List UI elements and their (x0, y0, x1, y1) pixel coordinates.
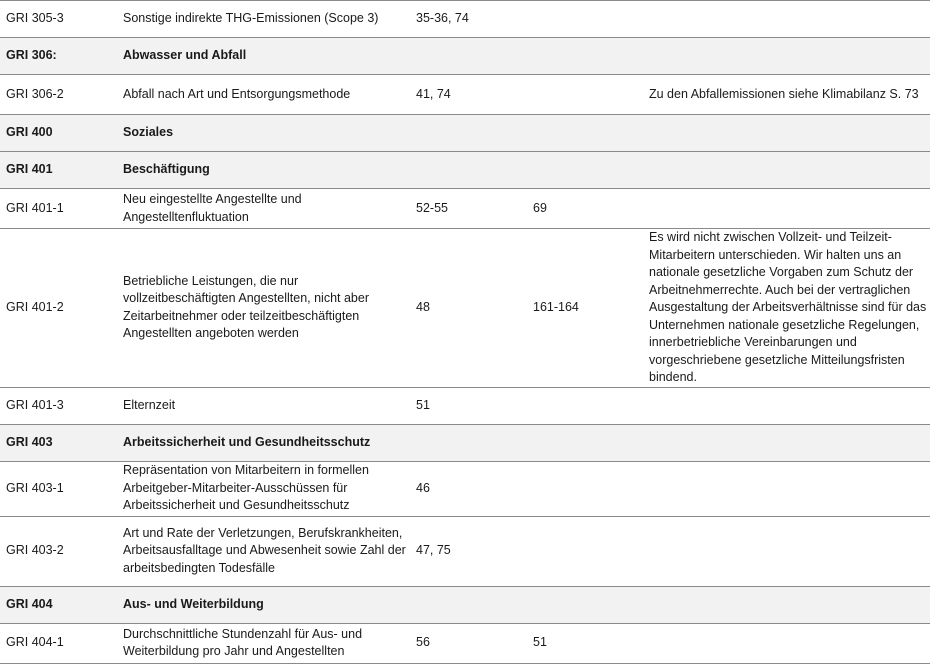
page-reference: 48 (410, 229, 527, 388)
section-header-row (0, 152, 930, 189)
section-code: GRI 400 (0, 115, 117, 152)
section-title: Beschäftigung (117, 152, 410, 189)
table-row (0, 387, 930, 424)
remark (643, 387, 930, 424)
page-reference: 56 (410, 623, 527, 663)
remark (643, 189, 930, 229)
page-reference: 47, 75 (410, 516, 527, 586)
remark (643, 1, 930, 38)
page-reference-secondary (527, 461, 643, 516)
table-row (0, 623, 930, 663)
disclosure-title: Repräsentation von Mitarbeitern in formellen Arbeitgeber-Mitarbeiter-Ausschüssen für Arbeitssicherheit und Gesundheitsschutz (117, 461, 410, 516)
table-row (0, 1, 930, 38)
page-reference-secondary (527, 75, 643, 115)
page-reference-secondary: 51 (527, 623, 643, 663)
disclosure-title: Art und Rate der Verletzungen, Berufskrankheiten, Arbeitsausfalltage und Abwesenheit sowie Zahl der arbeitsbedingten Todesfälle (117, 516, 410, 586)
page-reference: 35-36, 74 (410, 1, 527, 38)
section-title: Aus- und Weiterbildung (117, 586, 410, 623)
disclosure-title: Sonstige indirekte THG-Emissionen (Scope 3) (117, 1, 410, 38)
gri-code: GRI 401-1 (0, 189, 117, 229)
section-title: Soziales (117, 115, 410, 152)
section-code: GRI 306: (0, 38, 117, 75)
disclosure-title: Durchschnittliche Stundenzahl für Aus- und Weiterbildung pro Jahr und Angestellten (117, 623, 410, 663)
section-code: GRI 404 (0, 586, 117, 623)
gri-code: GRI 404-1 (0, 623, 117, 663)
page-reference-secondary (527, 387, 643, 424)
disclosure-title: Betriebliche Leistungen, die nur vollzeitbeschäftigten Angestellten, nicht aber Zeitarbeitnehmer oder teilzeitbeschäftigten Angestellten angeboten werden (117, 229, 410, 388)
section-title: Abwasser und Abfall (117, 38, 410, 75)
gri-code: GRI 403-2 (0, 516, 117, 586)
table-row (0, 75, 930, 115)
table-row (0, 516, 930, 586)
page-reference: 52-55 (410, 189, 527, 229)
page-reference: 46 (410, 461, 527, 516)
section-code: GRI 403 (0, 424, 117, 461)
page-reference: 41, 74 (410, 75, 527, 115)
section-header-row (0, 586, 930, 623)
gri-code: GRI 305-3 (0, 1, 117, 38)
page-reference-secondary: 69 (527, 189, 643, 229)
remark (643, 623, 930, 663)
section-header-row (0, 424, 930, 461)
page-reference-secondary (527, 1, 643, 38)
disclosure-title: Neu eingestellte Angestellte und Angestelltenfluktuation (117, 189, 410, 229)
remark (643, 516, 930, 586)
page-reference-secondary: 161-164 (527, 229, 643, 388)
disclosure-title: Abfall nach Art und Entsorgungsmethode (117, 75, 410, 115)
section-code: GRI 401 (0, 152, 117, 189)
gri-code: GRI 401-2 (0, 229, 117, 388)
remark: Zu den Abfallemissionen siehe Klimabilanz S. 73 (643, 75, 930, 115)
table-row (0, 189, 930, 229)
table-row (0, 461, 930, 516)
page-reference: 51 (410, 387, 527, 424)
page-reference-secondary (527, 516, 643, 586)
gri-code: GRI 403-1 (0, 461, 117, 516)
gri-code: GRI 306-2 (0, 75, 117, 115)
gri-code: GRI 401-3 (0, 387, 117, 424)
section-title: Arbeitssicherheit und Gesundheitsschutz (117, 424, 410, 461)
disclosure-title: Elternzeit (117, 387, 410, 424)
remark (643, 461, 930, 516)
table-row (0, 229, 930, 388)
section-header-row (0, 115, 930, 152)
remark: Es wird nicht zwischen Vollzeit- und Teilzeit-Mitarbeitern unterschieden. Wir halten uns an nationale gesetzliche Vorgaben zum Schutz der Arbeitnehmerrechte. Auch bei der vertraglichen Ausgestaltung der Arbeitsverhältnisse sind für das Unternehmen nationale gesetzliche Regelungen, innerbetriebliche Vereinbarungen und vorgeschriebene gesetzliche Mitteilungsfristen bindend. (643, 229, 930, 388)
section-header-row (0, 38, 930, 75)
